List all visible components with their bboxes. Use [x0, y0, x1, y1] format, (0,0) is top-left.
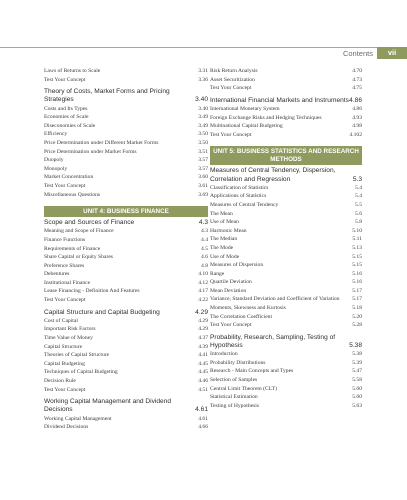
entry-page: 4.75 — [352, 85, 362, 92]
toc-entry[interactable] — [44, 423, 208, 432]
toc-entry[interactable] — [210, 359, 362, 368]
toc-entry[interactable] — [210, 393, 362, 402]
entry-title: Probability Distributions — [210, 359, 266, 366]
entry-title: Statistical Estimation — [210, 394, 258, 401]
entry-title: Dividend Decisions — [44, 424, 89, 431]
entry-page: 3.49 — [198, 122, 208, 129]
entry-page: 5.18 — [352, 305, 362, 312]
entry-page: 5.39 — [352, 359, 362, 366]
toc-entry[interactable] — [44, 182, 208, 191]
toc-section-heading[interactable] — [44, 88, 208, 104]
toc-entry[interactable] — [210, 122, 362, 131]
toc-entry[interactable] — [44, 227, 208, 236]
entry-page: 5.38 — [352, 351, 362, 358]
entry-page: 3.31 — [198, 68, 208, 74]
entry-page: 4.86 — [352, 105, 362, 112]
entry-page: 5.15 — [352, 262, 362, 269]
toc-section-heading[interactable] — [44, 398, 208, 414]
toc-entry[interactable] — [210, 304, 362, 313]
toc-entry[interactable] — [210, 367, 362, 376]
section-title: Probability, Research, Sampling, Testing of Hypothesis — [210, 333, 336, 350]
entry-title: Techniques of Capital Budgeting — [44, 369, 118, 376]
toc-entry[interactable] — [210, 287, 362, 296]
entry-page: 5.60 — [352, 394, 362, 401]
toc-entry[interactable] — [210, 253, 362, 262]
toc-left-column — [44, 67, 208, 432]
header-title: Contents — [342, 48, 373, 58]
entry-page: 4.8 — [201, 262, 208, 269]
entry-page: 4.73 — [352, 76, 362, 83]
entry-title: Use of Mean — [210, 219, 239, 226]
section-page: 5.3 — [352, 175, 362, 183]
entry-page: 5.63 — [352, 402, 362, 409]
toc-group — [210, 105, 362, 139]
page-number: vii — [377, 47, 407, 59]
toc-entry[interactable] — [210, 218, 362, 227]
entry-title: Economies of Scale — [44, 114, 89, 121]
toc-entry[interactable] — [44, 236, 208, 245]
section-page: 3.40 — [195, 96, 208, 104]
entry-page: 3.49 — [198, 114, 208, 121]
entry-page: 5.58 — [352, 377, 362, 384]
entry-page: 4.98 — [352, 123, 362, 130]
toc-entry[interactable] — [44, 386, 208, 395]
toc-entry[interactable] — [44, 279, 208, 288]
entry-title: Test Your Concept — [44, 297, 86, 304]
entry-page: 5.15 — [352, 253, 362, 260]
entry-title: Decision Rule — [44, 378, 76, 385]
toc-entry[interactable] — [44, 67, 208, 76]
entry-title: Testing of Hypothesis — [210, 402, 260, 409]
section-page: 4.61 — [195, 406, 208, 414]
entry-title: Harmonic Mean — [210, 227, 247, 234]
entry-page: 4.12 — [198, 279, 208, 286]
entry-title: Finance Functions — [44, 236, 86, 243]
entry-title: Mean Deviation — [210, 287, 247, 294]
entry-page: 3.36 — [198, 76, 208, 83]
entry-page: 4.29 — [198, 326, 208, 333]
section-page: 4.29 — [195, 308, 208, 316]
entry-page: 3.50 — [198, 139, 208, 146]
toc-entry[interactable] — [44, 334, 208, 343]
entry-title: Test Your Concept — [210, 131, 252, 138]
entry-page: 4.45 — [198, 360, 208, 367]
entry-title: The Median — [210, 236, 238, 243]
entry-title: Debentures — [44, 271, 70, 278]
toc-group — [44, 67, 208, 84]
toc-entry[interactable] — [210, 350, 362, 359]
entry-page: 4.61 — [198, 415, 208, 422]
entry-page: 4.29 — [198, 317, 208, 324]
toc-entry[interactable] — [210, 227, 362, 236]
toc-group — [210, 184, 362, 296]
toc-entry[interactable] — [44, 113, 208, 122]
entry-title: Introduction — [210, 351, 238, 358]
toc-entry[interactable] — [210, 131, 362, 140]
toc-entry[interactable] — [44, 76, 208, 85]
entry-title: Laws of Returns to Scale — [44, 68, 101, 74]
toc-group — [210, 304, 362, 330]
entry-page: 4.10 — [198, 271, 208, 278]
toc-entry[interactable] — [44, 317, 208, 326]
toc-group — [210, 67, 362, 93]
section-title: Working Capital Management and Dividend Decisions — [44, 398, 172, 414]
entry-page: 3.57 — [198, 157, 208, 164]
running-header — [343, 47, 407, 59]
toc-entry[interactable] — [210, 105, 362, 114]
entry-page: 5.13 — [352, 244, 362, 251]
entry-page: 4.6 — [201, 254, 208, 261]
entry-title: Preference Shares — [44, 262, 85, 269]
entry-title: Measures of Dispersion — [210, 262, 264, 269]
entry-page: 3.60 — [198, 174, 208, 181]
entry-title: Multinational Capital Budgeting — [210, 123, 283, 130]
toc-entry[interactable] — [210, 321, 362, 330]
toc-right-column — [210, 67, 362, 410]
entry-title: Share Capital or Equity Shares — [44, 254, 113, 261]
entry-title: Test Your Concept — [210, 322, 252, 329]
entry-page: 4.46 — [198, 378, 208, 385]
entry-title: Duopoly — [44, 157, 64, 164]
section-title: Scope and Sources of Finance — [44, 219, 135, 227]
entry-title: Meaning and Scope of Finance — [44, 228, 114, 235]
entry-title: Lease Financing - Definition And Features — [44, 288, 140, 295]
entry-page: 5.10 — [352, 227, 362, 234]
entry-page: 5.17 — [352, 287, 362, 294]
entry-title: Risk Return Analysis — [210, 68, 258, 74]
entry-title: Costs and Its Types — [44, 105, 88, 112]
entry-page: 5.4 — [355, 193, 362, 200]
entry-page: 5.16 — [352, 270, 362, 277]
toc-entry[interactable] — [44, 262, 208, 271]
entry-page: 3.51 — [198, 148, 208, 155]
toc-entry[interactable] — [44, 122, 208, 131]
toc-entry[interactable] — [44, 130, 208, 139]
entry-title: The Correlation Coefficient — [210, 313, 273, 320]
unit-banner: UNIT 5: BUSINESS STATISTICS AND RESEARCH METHODS — [210, 146, 362, 165]
section-title: International Financial Markets and Instruments — [210, 96, 349, 104]
entry-title: Use of Mode — [210, 253, 240, 260]
entry-page: 4.66 — [198, 424, 208, 431]
section-page: 4.86 — [349, 96, 362, 104]
entry-page: 4.70 — [352, 68, 362, 74]
toc-group — [210, 350, 362, 410]
toc-entry[interactable] — [44, 105, 208, 114]
toc-entry[interactable] — [210, 184, 362, 193]
entry-title: Classification of Statistics — [210, 184, 269, 191]
entry-title: Market Concentration — [44, 174, 94, 181]
entry-title: Capital Structure — [44, 343, 83, 350]
entry-title: Institutional Finance — [44, 279, 91, 286]
toc-section-heading[interactable] — [210, 167, 362, 183]
section-page: 5.38 — [349, 342, 362, 350]
toc-section-heading[interactable] — [210, 97, 362, 105]
entry-page: 3.40 — [198, 105, 208, 112]
entry-page: 4.93 — [352, 114, 362, 121]
entry-title: Asset Securitization — [210, 76, 255, 83]
toc-entry[interactable] — [210, 114, 362, 123]
toc-entry[interactable] — [210, 84, 362, 93]
entry-page: 5.16 — [352, 279, 362, 286]
entry-page: 4.37 — [198, 335, 208, 342]
entry-page: 5.8 — [355, 219, 362, 226]
toc-entry[interactable] — [44, 191, 208, 200]
section-title: Measures of Central Tendency, Dispersion, Correlation and Regression — [210, 167, 336, 183]
entry-title: Test Your Concept — [210, 85, 252, 92]
toc-entry[interactable] — [44, 343, 208, 352]
toc-entry[interactable] — [44, 148, 208, 157]
toc-section-heading[interactable] — [210, 334, 362, 350]
toc-entry[interactable] — [44, 360, 208, 369]
entry-page: 5.28 — [352, 322, 362, 329]
toc-entry[interactable] — [44, 253, 208, 262]
entry-page: 5.11 — [352, 236, 362, 243]
toc-entry[interactable] — [210, 313, 362, 322]
unit-banner: UNIT 4: BUSINESS FINANCE — [44, 206, 208, 217]
toc-entry[interactable] — [210, 244, 362, 253]
entry-title: Central Limit Theorem (CLT) — [210, 385, 277, 392]
entry-page: 4.4 — [201, 236, 208, 243]
entry-title: Test Your Concept — [44, 182, 86, 189]
toc-entry[interactable] — [210, 270, 362, 279]
section-title: Theory of Costs, Market Forms and Pricing Strategies — [44, 88, 170, 104]
toc-entry[interactable] — [210, 278, 362, 287]
entry-title: Moments, Skewness and Kurtosis — [210, 305, 286, 312]
entry-title: Research - Main Concepts and Types — [210, 368, 294, 375]
entry-title: Measures of Central Tendency — [210, 201, 279, 208]
toc-group — [44, 415, 208, 432]
entry-page: 4.5 — [201, 245, 208, 252]
entry-page: 4.3 — [201, 228, 208, 235]
entry-title: Applications of Statistics — [210, 193, 267, 200]
entry-title: Working Capital Management — [44, 415, 112, 422]
toc-entry[interactable] — [210, 261, 362, 270]
entry-title: Requirements of Finance — [44, 245, 101, 252]
section-page: 4.3 — [198, 219, 208, 227]
toc-entry[interactable] — [44, 270, 208, 279]
toc-section-heading[interactable] — [44, 309, 208, 317]
entry-title: Test Your Concept — [44, 76, 86, 83]
toc-entry[interactable] — [210, 210, 362, 219]
entry-page: 4.45 — [198, 369, 208, 376]
entry-page: 5.47 — [352, 368, 362, 375]
toc-entry[interactable] — [44, 415, 208, 424]
toc-entry[interactable] — [44, 156, 208, 165]
toc-group — [44, 227, 208, 304]
entry-page: 4.17 — [198, 288, 208, 295]
toc-entry[interactable] — [210, 235, 362, 244]
entry-title: Selection of Samples — [210, 377, 258, 384]
entry-page: 4.41 — [198, 352, 208, 359]
toc-group — [44, 105, 208, 200]
entry-page: 3.50 — [198, 131, 208, 138]
entry-title: The Mean — [210, 210, 233, 217]
toc-entry[interactable] — [44, 377, 208, 386]
toc-entry[interactable] — [210, 385, 362, 394]
entry-title: The Mode — [210, 244, 234, 251]
toc-entry[interactable] — [44, 368, 208, 377]
entry-title: Capital Budgeting — [44, 360, 85, 367]
entry-page: 4.39 — [198, 343, 208, 350]
entry-title: Price Determination under Different Market Forms — [44, 139, 159, 146]
entry-page: 5.5 — [355, 201, 362, 208]
toc-entry[interactable] — [210, 67, 362, 76]
entry-title: International Monetary System — [210, 105, 280, 112]
entry-title: Foreign Exchange Risks and Hedging Techniques — [210, 114, 322, 121]
entry-page: 5.4 — [355, 184, 362, 191]
toc-entry[interactable] — [210, 402, 362, 411]
entry-title: Cost of Capital — [44, 317, 78, 324]
entry-title: Important Risk Factors — [44, 326, 96, 333]
entry-title: Diseconomies of Scale — [44, 122, 96, 129]
toc-entry[interactable] — [44, 139, 208, 148]
entry-title: Efficiency — [44, 131, 68, 138]
entry-page: 5.20 — [352, 313, 362, 320]
entry-page: 5.6 — [355, 210, 362, 217]
section-title: Capital Structure and Capital Budgeting — [44, 308, 160, 316]
entry-title: Theories of Capital Structure — [44, 352, 110, 359]
toc-entry[interactable] — [210, 376, 362, 385]
entry-title: Test Your Concept — [44, 386, 86, 393]
entry-title: Monopoly — [44, 165, 68, 172]
entry-page: 4.22 — [198, 297, 208, 304]
toc-entry[interactable] — [44, 245, 208, 254]
toc-entry[interactable] — [44, 351, 208, 360]
entry-page: 4.102 — [349, 131, 362, 138]
entry-page: 5.17 — [352, 296, 362, 303]
entry-title: Variance, Standard Deviation and Coefficient of Variation — [210, 296, 340, 303]
toc-entry[interactable] — [44, 296, 208, 305]
toc-entry[interactable] — [44, 165, 208, 174]
toc-section-heading[interactable] — [44, 219, 208, 227]
entry-page: 3.57 — [198, 165, 208, 172]
entry-title: Miscellaneous Questions — [44, 191, 101, 198]
toc-group — [44, 317, 208, 394]
toc-entry[interactable] — [44, 173, 208, 182]
entry-title: Price Determination under Market Forms — [44, 148, 137, 155]
toc-entry[interactable] — [44, 287, 208, 296]
entry-title: Time Value of Money — [44, 335, 93, 342]
entry-title: Range — [210, 270, 225, 277]
entry-title: Quartile Deviation — [210, 279, 252, 286]
entry-page: 5.60 — [352, 385, 362, 392]
entry-page: 3.61 — [198, 182, 208, 189]
toc-entry[interactable] — [210, 295, 362, 304]
toc-entry[interactable] — [210, 192, 362, 201]
toc-entry[interactable] — [44, 325, 208, 334]
toc-entry[interactable] — [210, 201, 362, 210]
entry-page: 4.51 — [198, 386, 208, 393]
entry-page: 3.69 — [198, 191, 208, 198]
toc-entry[interactable] — [210, 76, 362, 85]
